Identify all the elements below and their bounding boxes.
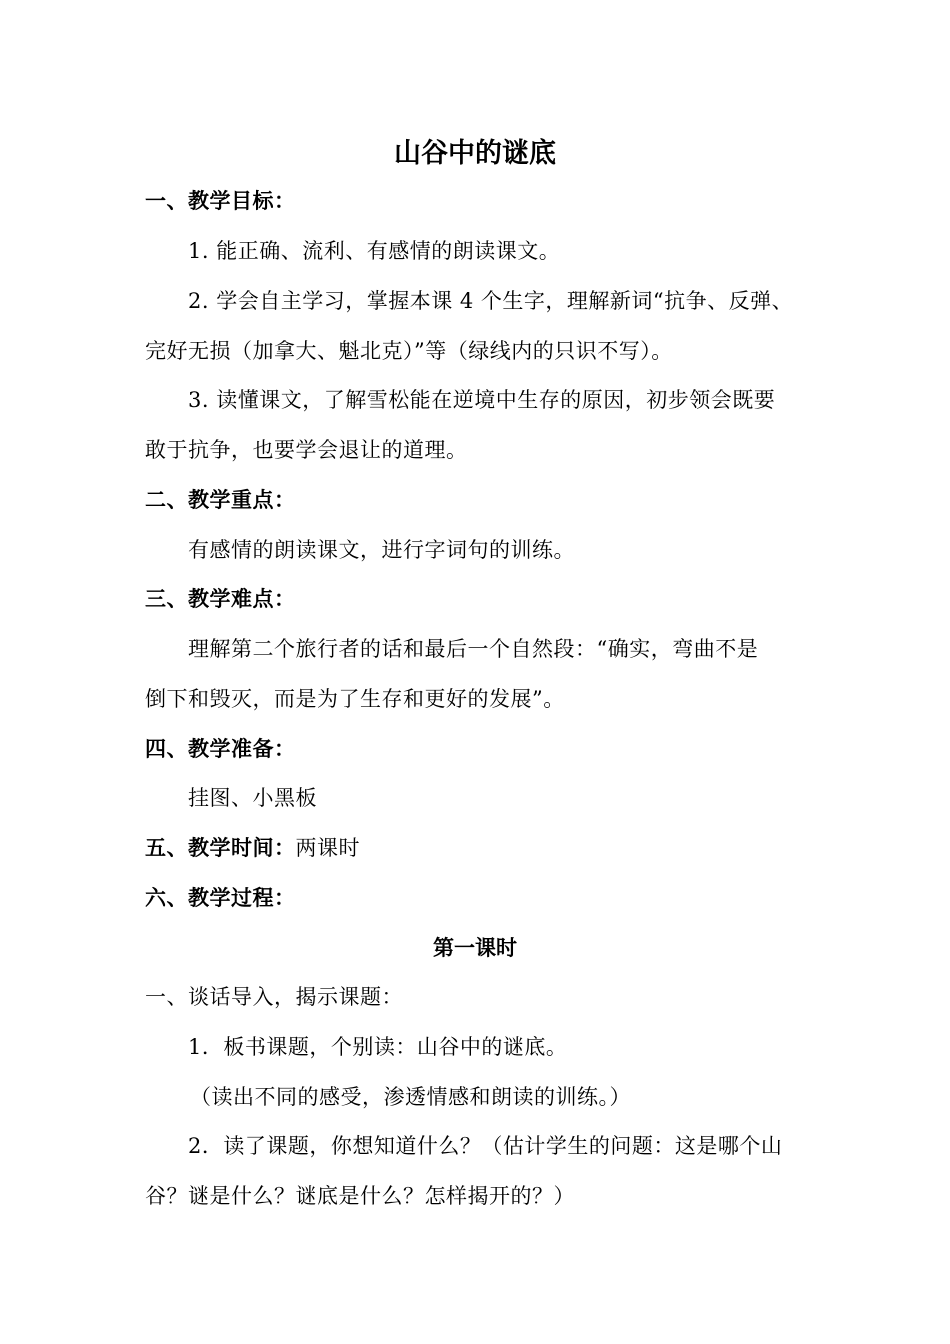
lesson-step-1-item-1: 1．板书课题，个别读：山谷中的谜底。 xyxy=(188,1035,568,1059)
difficulties-line-1: 理解第二个旅行者的话和最后一个自然段：“确实，弯曲不是 xyxy=(188,637,759,661)
objective-item-3-line-1: 3. 读懂课文，了解雪松能在逆境中生存的原因，初步领会既要 xyxy=(188,388,776,412)
preparation-text: 挂图、小黑板 xyxy=(188,786,317,810)
lesson-subtitle: 第一课时 xyxy=(433,936,517,960)
section-heading-difficulties: 三、教学难点： xyxy=(145,587,296,611)
objective-item-3-line-2: 敢于抗争，也要学会退让的道理。 xyxy=(145,438,468,462)
lesson-step-1-item-2-line-1: 2．读了课题，你想知道什么？（估计学生的问题：这是哪个山 xyxy=(188,1134,783,1158)
objective-item-1: 1. 能正确、流利、有感情的朗读课文。 xyxy=(188,239,561,263)
section-heading-process: 六、教学过程： xyxy=(145,886,296,910)
section-heading-objectives: 一、教学目标： xyxy=(145,189,296,213)
objective-item-2-line-2: 完好无损（加拿大、魁北克）”等（绿线内的只识不写）。 xyxy=(145,339,673,363)
document-title: 山谷中的谜底 xyxy=(394,138,556,169)
section-heading-time: 五、教学时间： xyxy=(145,836,296,860)
teaching-time-row xyxy=(145,833,360,863)
teaching-time-value: 两课时 xyxy=(295,836,360,860)
lesson-step-1-note: （读出不同的感受，渗透情感和朗读的训练。） xyxy=(190,1085,631,1109)
lesson-step-1-item-2-line-2: 谷？谜是什么？谜底是什么？怎样揭开的？） xyxy=(145,1184,575,1208)
section-heading-key-points: 二、教学重点： xyxy=(145,488,296,512)
difficulties-line-2: 倒下和毁灭，而是为了生存和更好的发展”。 xyxy=(145,687,565,711)
objective-item-2-line-1: 2. 学会自主学习，掌握本课 4 个生字，理解新词“抗争、反弹、 xyxy=(188,289,794,313)
key-points-text: 有感情的朗读课文，进行字词句的训练。 xyxy=(188,538,575,562)
section-heading-preparation: 四、教学准备： xyxy=(145,737,296,761)
lesson-step-1: 一、谈话导入，揭示课题： xyxy=(145,985,403,1009)
